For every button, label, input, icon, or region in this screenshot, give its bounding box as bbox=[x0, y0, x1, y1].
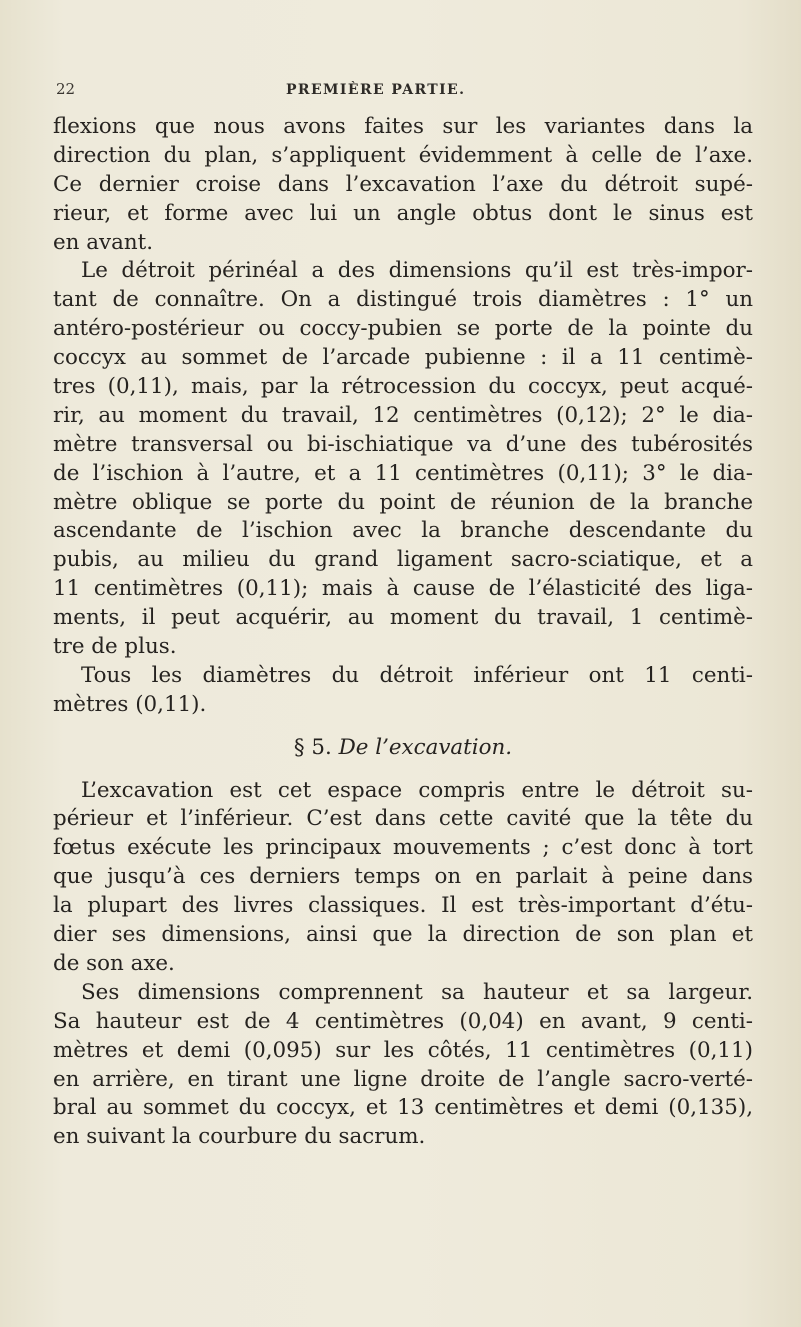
text-line: ascendante de l’ischion avec la branche descendante du bbox=[53, 518, 753, 544]
text-line: tre de plus. bbox=[53, 634, 177, 660]
section-heading bbox=[53, 734, 753, 763]
section-title: De l’excavation. bbox=[338, 734, 513, 760]
text-line: dier ses dimensions, ainsi que la direction de son plan et bbox=[53, 922, 753, 948]
text-line: Tous les diamètres du détroit inférieur ont 11 centi- bbox=[81, 662, 753, 688]
text-line: Ses dimensions comprennent sa hauteur et sa largeur. bbox=[81, 979, 753, 1005]
paragraph bbox=[53, 777, 753, 979]
text-line: antéro-postérieur ou coccy-pubien se porte de la pointe du bbox=[53, 316, 753, 342]
text-line: en suivant la courbure du sacrum. bbox=[53, 1124, 426, 1150]
body-text bbox=[53, 113, 753, 1152]
text-line: Sa hauteur est de 4 centimètres (0,04) en avant, 9 centi- bbox=[53, 1008, 753, 1034]
paragraph bbox=[53, 979, 753, 1152]
text-line: la plupart des livres classiques. Il est très-important d’étu- bbox=[53, 893, 753, 919]
text-line: pubis, au milieu du grand ligament sacro-sciatique, et a bbox=[53, 547, 753, 573]
text-line: en avant. bbox=[53, 229, 153, 255]
text-line: de l’ischion à l’autre, et a 11 centimètres (0,11); 3° le dia- bbox=[53, 460, 753, 486]
running-title: PREMIÈRE PARTIE. bbox=[286, 82, 466, 98]
text-line: 11 centimètres (0,11); mais à cause de l’élasticité des liga- bbox=[53, 576, 753, 602]
text-line: que jusqu’à ces derniers temps on en parlait à peine dans bbox=[53, 864, 753, 890]
paragraph bbox=[53, 257, 753, 661]
text-line: L’excavation est cet espace compris entre le détroit su- bbox=[81, 777, 753, 803]
text-line: mètre transversal ou bi-ischiatique va d’une des tubérosités bbox=[53, 431, 753, 457]
text-line: fœtus exécute les principaux mouvements ; c’est donc à tort bbox=[53, 835, 753, 861]
text-line: flexions que nous avons faites sur les variantes dans la bbox=[53, 114, 753, 139]
text-line: périeur et l’inférieur. C’est dans cette cavité que la tête du bbox=[53, 806, 753, 832]
text-line: Ce dernier croise dans l’excavation l’axe du détroit supé- bbox=[53, 171, 753, 197]
text-line: Le détroit périnéal a des dimensions qu’il est très-impor- bbox=[81, 258, 753, 284]
text-line: rieur, et forme avec lui un angle obtus dont le sinus est bbox=[53, 200, 753, 226]
running-head bbox=[56, 80, 756, 104]
paragraph bbox=[53, 113, 753, 257]
text-line: de son axe. bbox=[53, 950, 175, 976]
text-line: mètres et demi (0,095) sur les côtés, 11 centimètres (0,11) bbox=[53, 1037, 753, 1063]
page-number: 22 bbox=[56, 80, 76, 98]
text-line: bral au sommet du coccyx, et 13 centimètres et demi (0,135), bbox=[53, 1095, 753, 1121]
text-line: mètres (0,11). bbox=[53, 691, 207, 717]
text-line: direction du plan, s’appliquent évidemment à celle de l’axe. bbox=[53, 142, 753, 168]
text-line: rir, au moment du travail, 12 centimètres (0,12); 2° le dia- bbox=[53, 402, 753, 428]
paragraph bbox=[53, 662, 753, 720]
text-line: en arrière, en tirant une ligne droite de l’angle sacro-verté- bbox=[53, 1066, 753, 1092]
text-line: mètre oblique se porte du point de réunion de la branche bbox=[53, 489, 753, 515]
text-line: coccyx au sommet de l’arcade pubienne : il a 11 centimè- bbox=[53, 345, 753, 371]
text-line: tres (0,11), mais, par la rétrocession du coccyx, peut acqué- bbox=[53, 374, 753, 400]
text-line: ments, il peut acquérir, au moment du travail, 1 centimè- bbox=[53, 605, 753, 631]
section-number: § 5. bbox=[293, 734, 332, 760]
text-line: tant de connaître. On a distingué trois diamètres : 1° un bbox=[53, 287, 753, 313]
